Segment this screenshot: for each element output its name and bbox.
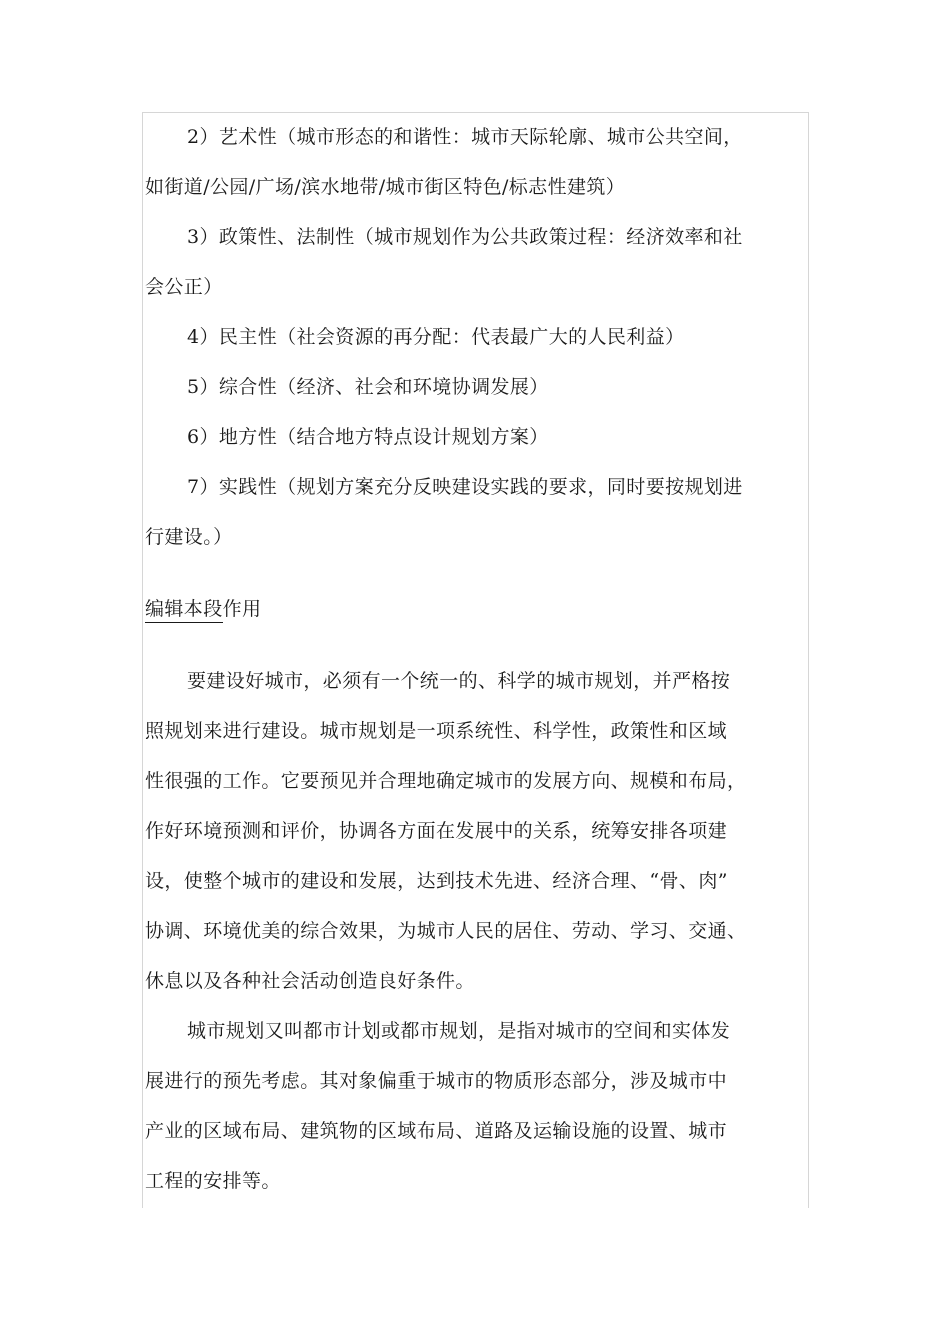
paragraph-line: 要建设好城市，必须有一个统一的、科学的城市规划，并严格按 — [187, 670, 731, 692]
paragraph-line: 设，使整个城市的建设和发展，达到技术先进、经济合理、“骨、肉” — [145, 870, 728, 892]
list-item-policy-cont: 会公正） — [145, 276, 223, 298]
section-heading — [145, 596, 261, 622]
list-item-practice-cont: 行建设。） — [145, 526, 233, 548]
paragraph-line: 产业的区域布局、建筑物的区域布局、道路及运输设施的设置、城市 — [145, 1120, 728, 1142]
list-item-artistry-cont: 如街道/公园/广场/滨水地带/城市街区特色/标志性建筑） — [145, 176, 626, 198]
paragraph-line: 协调、环境优美的综合效果，为城市人民的居住、劳动、学习、交通、 — [145, 920, 747, 942]
list-item-practice: 7）实践性（规划方案充分反映建设实践的要求，同时要按规划进 — [187, 476, 743, 498]
paragraph-line: 休息以及各种社会活动创造良好条件。 — [145, 970, 475, 992]
paragraph-line: 作好环境预测和评价，协调各方面在发展中的关系，统筹安排各项建 — [145, 820, 728, 842]
paragraph-line: 工程的安排等。 — [145, 1170, 281, 1192]
section-title: 作用 — [222, 598, 262, 620]
list-item-local: 6）地方性（结合地方特点设计规划方案） — [187, 426, 549, 448]
list-item-democracy: 4）民主性（社会资源的再分配：代表最广大的人民利益） — [187, 326, 685, 348]
edit-section-link[interactable]: 编辑本段 — [145, 598, 223, 623]
list-item-artistry: 2）艺术性（城市形态的和谐性：城市天际轮廓、城市公共空间， — [187, 126, 743, 148]
paragraph-line: 展进行的预先考虑。其对象偏重于城市的物质形态部分，涉及城市中 — [145, 1070, 728, 1092]
list-item-comprehensive: 5）综合性（经济、社会和环境协调发展） — [187, 376, 549, 398]
paragraph-line: 照规划来进行建设。城市规划是一项系统性、科学性，政策性和区域 — [145, 720, 728, 742]
paragraph-line: 城市规划又叫都市计划或都市规划，是指对城市的空间和实体发 — [187, 1020, 731, 1042]
list-item-policy: 3）政策性、法制性（城市规划作为公共政策过程：经济效率和社 — [187, 226, 743, 248]
paragraph-line: 性很强的工作。它要预见并合理地确定城市的发展方向、规模和布局， — [145, 770, 747, 792]
